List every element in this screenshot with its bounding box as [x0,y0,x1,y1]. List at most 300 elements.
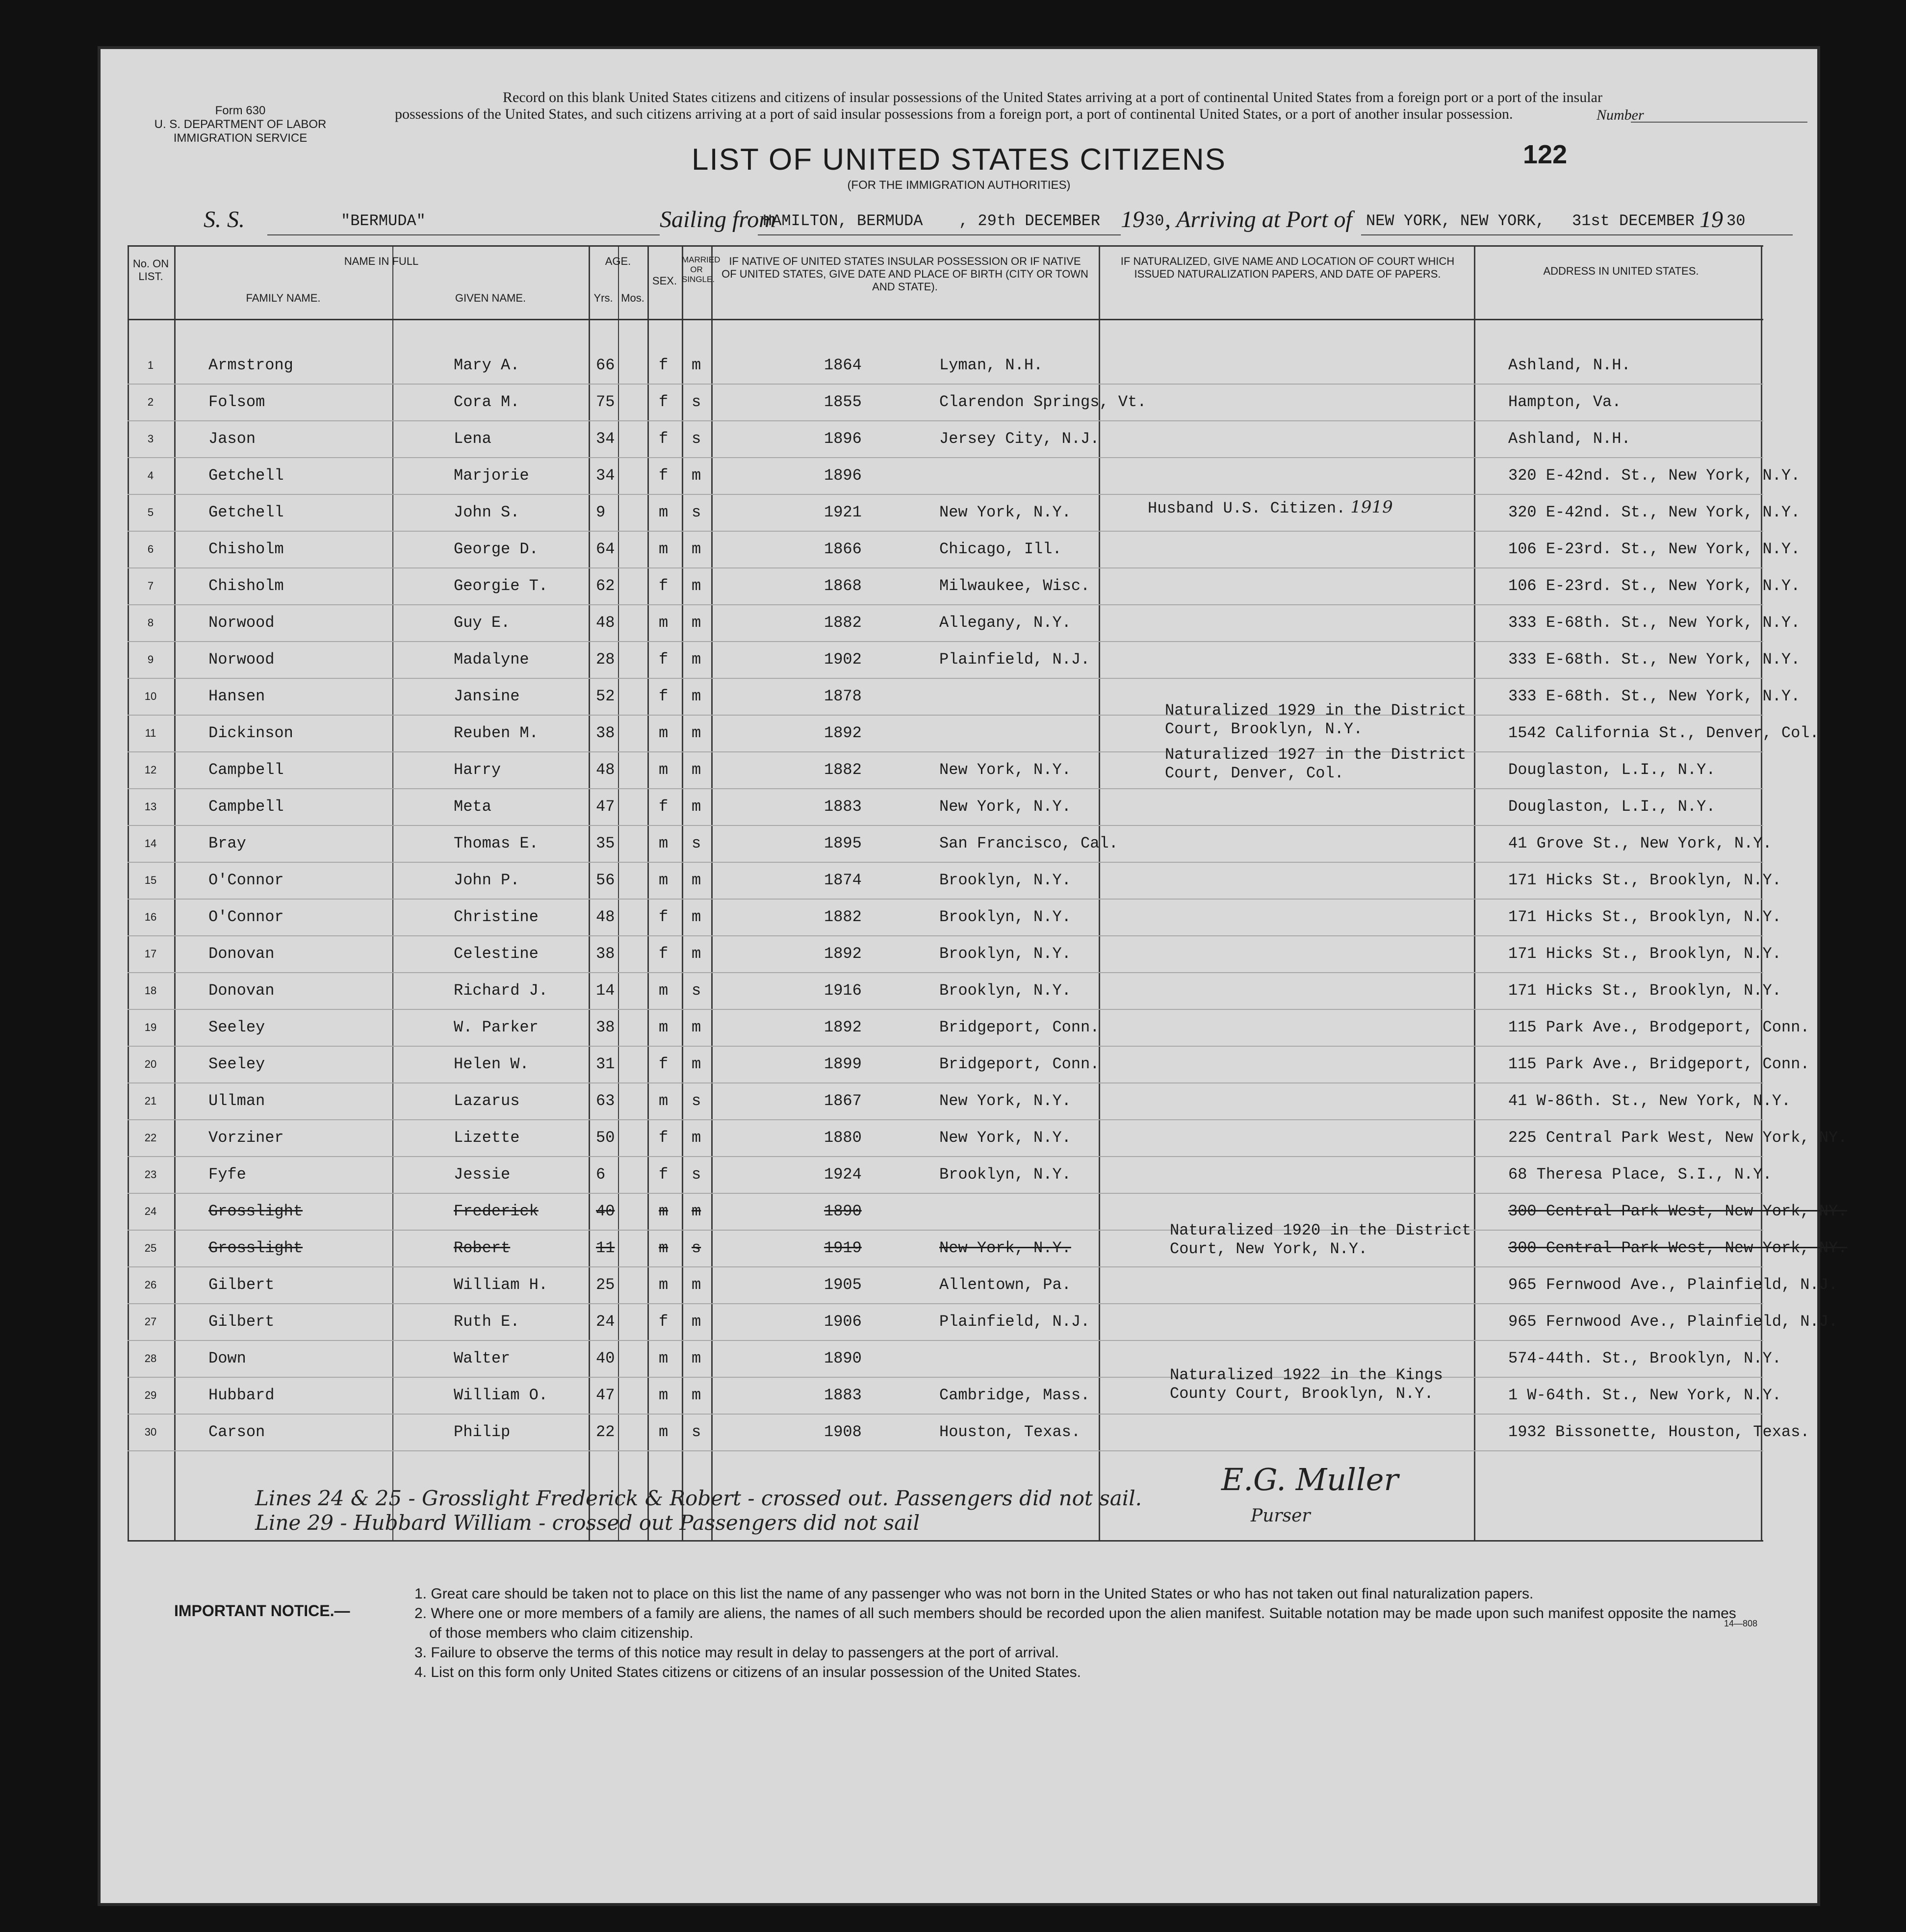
cell-age: 62 [596,577,615,595]
cell-family: Ullman [208,1092,265,1110]
cell-given: Lena [454,430,491,448]
sailing-underline [758,234,1121,235]
nat-note-10: Naturalized 1929 in the District Court, Brooklyn, N.Y. [1165,701,1467,738]
cell-address: 574-44th. St., Brooklyn, N.Y. [1508,1349,1781,1367]
arrival-date: 31st DECEMBER [1572,212,1695,230]
cell-family: Down [208,1349,246,1367]
cell-family: Bray [208,834,246,852]
cell-family: Dickinson [208,724,293,742]
cell-address: 320 E-42nd. St., New York, N.Y. [1508,503,1801,521]
cell-no: 5 [147,506,154,518]
cell-address: 41 Grove St., New York, N.Y. [1508,834,1772,852]
table-row [128,863,1781,900]
cell-no: 18 [144,984,157,997]
cell-sex: m [659,1239,669,1257]
cell-family: Fyfe [208,1165,246,1184]
cell-family: Campbell [208,798,284,816]
cell-ms: m [692,724,701,742]
cell-sex: m [659,1386,669,1404]
cell-ms: m [692,798,701,816]
cell-family: Donovan [208,945,275,963]
cell-sex: m [659,761,669,779]
cell-age: 14 [596,981,615,1000]
cell-no: 15 [144,874,157,886]
cell-ms: m [692,1386,701,1404]
table-row [128,1084,1791,1121]
cell-sex: m [659,540,669,558]
cell-place: Chicago, Ill. [939,540,1062,558]
cell-sex: f [659,356,669,374]
cell-given: Georgie T. [454,577,548,595]
cell-sex: f [659,393,669,411]
cell-year: 1855 [824,393,862,411]
cell-no: 7 [147,580,154,592]
voyage-line [125,206,1803,245]
cell-place: Bridgeport, Conn. [939,1055,1100,1073]
table-row [128,1305,1838,1341]
cell-address: Hampton, Va. [1508,393,1622,411]
cell-sex: m [659,1349,669,1367]
cell-address: 115 Park Ave., Bridgeport, Conn. [1508,1055,1810,1073]
cell-age: 9 [596,503,606,521]
cell-family: Campbell [208,761,284,779]
cell-sex: m [659,1423,669,1441]
header-mos: Mos. [621,292,644,304]
cell-year: 1867 [824,1092,862,1110]
cell-no: 27 [144,1315,157,1328]
notice-item: 2. Where one or more members of a family are aliens, the names of all such members should be recorded upon the alien manifest. Suitable notation may be made upon such manifest opposite the names of those members who claim citizenship. [414,1605,1736,1641]
cell-year: 1919 [824,1239,862,1257]
cell-age: 64 [596,540,615,558]
cell-address: 965 Fernwood Ave., Plainfield, N.J. [1508,1276,1838,1294]
cell-sex: f [659,1165,669,1184]
cell-address: 1932 Bissonette, Houston, Texas. [1508,1423,1810,1441]
cell-sex: f [659,1055,669,1073]
cell-no: 2 [147,396,154,408]
cell-no: 16 [144,911,157,923]
cell-no: 4 [147,469,154,482]
cell-place: Allentown, Pa. [939,1276,1071,1294]
cell-ms: s [692,1239,701,1257]
cell-age: 47 [596,798,615,816]
header-naturalized: IF NATURALIZED, GIVE NAME AND LOCATION OF COURT WHICH ISSUED NATURALIZATION PAPERS, AND DATE OF PAPERS. [1120,255,1455,280]
notice-items [414,1584,1739,1682]
ss-label: S. S. [204,206,245,232]
cell-age: 28 [596,650,615,669]
cell-ms: s [692,834,701,852]
cell-year: 1890 [824,1202,862,1220]
handwritten-note-2: Line 29 - Hubbard William - crossed out Passengers did not sail [255,1511,920,1535]
cell-no: 6 [147,543,154,555]
notice-item: 1. Great care should be taken not to place on this list the name of any passenger who was not born in the United States or who has not taken out final naturalization papers. [414,1586,1534,1602]
cell-year: 1878 [824,687,862,705]
cell-given: Harry [454,761,501,779]
cell-no: 9 [147,653,154,666]
cell-sex: f [659,430,669,448]
cell-sex: m [659,871,669,889]
cell-age: 34 [596,466,615,485]
service-name: IMMIGRATION SERVICE [173,131,308,145]
cell-family: Seeley [208,1018,265,1036]
cell-no: 22 [144,1132,157,1144]
row-rule [128,1119,1763,1120]
cell-place: Cambridge, Mass. [939,1386,1090,1404]
nat-note-24: Naturalized 1920 in the District Court, New York, N.Y. [1170,1221,1471,1258]
cell-given: William O. [454,1386,548,1404]
cell-ms: m [692,1055,701,1073]
print-code: 14—808 [1724,1619,1758,1628]
cell-place: New York, N.Y. [939,503,1071,521]
cell-year: 1892 [824,945,862,963]
table-bottom-line [128,1540,1763,1542]
cell-ms: m [692,761,701,779]
table-top-line [128,245,1763,247]
table-row [128,422,1763,459]
cell-given: Frederick [454,1202,539,1220]
table-row [128,459,1801,495]
cell-ms: s [692,1092,701,1110]
row-rule [128,751,1763,752]
cell-address: 68 Theresa Place, S.I., N.Y. [1508,1165,1772,1184]
table-row [128,1231,1848,1268]
cell-place: San Francisco, Cal. [939,834,1118,852]
header-family: FAMILY NAME. [246,292,321,304]
ship-underline [267,234,660,235]
table-row [128,1194,1848,1231]
cell-address: Ashland, N.H. [1508,430,1631,448]
cell-family: Norwood [208,650,275,669]
cell-sex: f [659,577,669,595]
cell-ms: s [692,503,701,521]
nat-note-28: Naturalized 1922 in the Kings County Court, Brooklyn, N.Y. [1170,1366,1443,1403]
row-rule [128,1414,1763,1415]
cell-family: Grosslight [208,1239,303,1257]
row-rule [128,1193,1763,1194]
header-given: GIVEN NAME. [455,292,526,304]
cell-place: Brooklyn, N.Y. [939,1165,1071,1184]
header-bottom-line [128,319,1763,320]
cell-year: 1880 [824,1129,862,1147]
cell-year: 1896 [824,466,862,485]
cell-family: Getchell [208,503,284,521]
cell-given: Lazarus [454,1092,520,1110]
cell-family: Carson [208,1423,265,1441]
header-address: ADDRESS IN UNITED STATES. [1543,265,1699,277]
cell-no: 10 [144,690,157,702]
cell-age: 38 [596,724,615,742]
row-rule [128,1266,1763,1267]
cell-age: 48 [596,614,615,632]
table-row [128,532,1801,569]
row-rule [128,715,1763,716]
cell-ms: m [692,650,701,669]
cell-year: 1868 [824,577,862,595]
table-row [128,790,1763,826]
cell-place: Houston, Texas. [939,1423,1081,1441]
cell-family: Seeley [208,1055,265,1073]
ship-name: "BERMUDA" [341,212,426,230]
cell-no: 20 [144,1058,157,1070]
table-row [128,348,1763,385]
row-rule [128,825,1763,826]
year-suffix-1: 30 [1145,212,1164,230]
nat-note-11: Naturalized 1927 in the District Court, Denver, Col. [1165,746,1467,782]
cell-no: 26 [144,1279,157,1291]
department-name: U. S. DEPARTMENT OF LABOR [154,118,327,131]
row-rule [128,1156,1763,1157]
cell-no: 19 [144,1021,157,1033]
cell-ms: m [692,577,701,595]
cell-address: 171 Hicks St., Brooklyn, N.Y. [1508,981,1781,1000]
cell-sex: f [659,1129,669,1147]
header-name: NAME IN FULL [344,255,419,267]
page-subtitle: (FOR THE IMMIGRATION AUTHORITIES) [847,179,1071,192]
cell-ms: s [692,430,701,448]
handwritten-note-1: Lines 24 & 25 - Grosslight Frederick & Robert - crossed out. Passengers did not sail. [255,1486,1142,1510]
cell-age: 48 [596,761,615,779]
arrival-underline [1361,234,1793,235]
cell-sex: f [659,650,669,669]
cell-given: Lizette [454,1129,520,1147]
cell-age: 22 [596,1423,615,1441]
cell-address: 106 E-23rd. St., New York, N.Y. [1508,540,1801,558]
cell-family: Chisholm [208,540,284,558]
purser-signature: E.G. Muller [1221,1462,1399,1497]
table-row [128,1121,1848,1158]
cell-no: 3 [147,433,154,445]
cell-given: George D. [454,540,539,558]
departure-port: HAMILTON, BERMUDA [763,212,923,230]
cell-year: 1882 [824,908,862,926]
table-row [128,495,1801,532]
row-rule [128,604,1763,605]
cell-no: 8 [147,617,154,629]
cell-ms: m [692,614,701,632]
cell-no: 24 [144,1205,157,1217]
cell-place: New York, N.Y. [939,1092,1071,1110]
cell-ms: m [692,540,701,558]
form-number: Form 630 [215,104,266,117]
cell-age: 40 [596,1349,615,1367]
cell-address: 333 E-68th. St., New York, N.Y. [1508,650,1801,669]
cell-year: 1916 [824,981,862,1000]
cell-place: New York, N.Y. [939,1239,1071,1257]
cell-sex: f [659,466,669,485]
cell-given: Jessie [454,1165,511,1184]
cell-ms: m [692,1276,701,1294]
row-rule [128,788,1763,789]
cell-given: Walter [454,1349,511,1367]
cell-sex: m [659,1018,669,1036]
cell-no: 25 [144,1242,157,1254]
cell-no: 23 [144,1168,157,1181]
purser-label: Purser [1251,1506,1311,1526]
cell-place: New York, N.Y. [939,798,1071,816]
cell-age: 31 [596,1055,615,1073]
cell-address: 171 Hicks St., Brooklyn, N.Y. [1508,945,1781,963]
cell-family: Armstrong [208,356,293,374]
cell-family: Getchell [208,466,284,485]
cell-ms: m [692,466,701,485]
cell-ms: m [692,908,701,926]
cell-ms: m [692,1018,701,1036]
cell-age: 35 [596,834,615,852]
table-row [128,569,1801,606]
header-married: MARRIED OR SINGLE. [682,255,721,284]
cell-sex: f [659,1313,669,1331]
cell-age: 25 [596,1276,615,1294]
cell-given: William H. [454,1276,548,1294]
table-row [128,826,1772,863]
cell-ms: m [692,1313,701,1331]
cell-given: Ruth E. [454,1313,520,1331]
record-instructions: Record on this blank United States citizens and citizens of insular possessions of the United States arriving at a port of continental United States from a foreign port or a port of the insular possessions of the United States, and such citizens arriving at a port of said insular possessions from a foreign port, a port of continental United States, or a port of another insular possession. [395,89,1602,122]
cell-year: 1864 [824,356,862,374]
cell-sex: f [659,908,669,926]
cell-address: 225 Central Park West, New York, NY. [1508,1129,1848,1147]
cell-given: Robert [454,1239,511,1257]
cell-family: Chisholm [208,577,284,595]
cell-sex: m [659,724,669,742]
cell-year: 1902 [824,650,862,669]
form-block [135,104,346,145]
cell-family: Vorziner [208,1129,284,1147]
row-rule [128,384,1763,385]
cell-ms: s [692,393,701,411]
cell-address: 1542 California St., Denver, Col. [1508,724,1819,742]
cell-family: Norwood [208,614,275,632]
cell-no: 12 [144,764,157,776]
cell-sex: m [659,1276,669,1294]
table-row [128,679,1801,716]
cell-family: Gilbert [208,1313,275,1331]
number-label: Number [1597,107,1644,123]
cell-no: 21 [144,1095,157,1107]
cell-year: 1924 [824,1165,862,1184]
table-row [128,937,1781,974]
cell-ms: m [692,1129,701,1147]
row-rule [128,899,1763,900]
cell-age: 6 [596,1165,606,1184]
row-rule [128,494,1763,495]
cell-family: Donovan [208,981,275,1000]
arriving-label: , Arriving at Port of [1165,206,1352,232]
cell-no: 30 [144,1426,157,1438]
cell-address: 115 Park Ave., Brodgeport, Conn. [1508,1018,1810,1036]
cell-place: Brooklyn, N.Y. [939,945,1071,963]
cell-sex: f [659,945,669,963]
cell-address: 106 E-23rd. St., New York, N.Y. [1508,577,1801,595]
cell-no: 28 [144,1352,157,1365]
cell-year: 1892 [824,724,862,742]
cell-no: 17 [144,948,157,960]
cell-year: 1883 [824,1386,862,1404]
table-row [128,385,1763,422]
cell-ms: m [692,1349,701,1367]
cell-given: W. Parker [454,1018,539,1036]
row-rule [128,1340,1763,1341]
cell-age: 38 [596,1018,615,1036]
cell-year: 1895 [824,834,862,852]
cell-place: Bridgeport, Conn. [939,1018,1100,1036]
cell-year: 1921 [824,503,862,521]
cell-family: Grosslight [208,1202,303,1220]
year-prefix-1: 19 [1121,206,1144,232]
cell-given: Richard J. [454,981,548,1000]
header-sex: SEX. [652,275,677,287]
passenger-table [128,245,1848,1540]
cell-ms: m [692,1202,701,1220]
cell-given: Madalyne [454,650,529,669]
cell-address: Ashland, N.H. [1508,356,1631,374]
row-rule [128,1377,1763,1378]
cell-year: 1896 [824,430,862,448]
cell-given: Celestine [454,945,539,963]
cell-address: 41 W-86th. St., New York, N.Y. [1508,1092,1791,1110]
cell-year: 1908 [824,1423,862,1441]
cell-place: Brooklyn, N.Y. [939,908,1071,926]
table-row [128,1010,1810,1047]
cell-address: 320 E-42nd. St., New York, N.Y. [1508,466,1801,485]
row-rule [128,457,1763,458]
cell-address: 333 E-68th. St., New York, N.Y. [1508,687,1801,705]
table-row [128,1415,1810,1452]
cell-age: 63 [596,1092,615,1110]
cell-year: 1899 [824,1055,862,1073]
cell-place: Brooklyn, N.Y. [939,871,1071,889]
cell-given: Helen W. [454,1055,529,1073]
table-row [128,1158,1772,1194]
departure-date: , 29th DECEMBER [959,212,1101,230]
table-row [128,753,1763,790]
row-rule [128,420,1763,421]
nat-text-4: Husband U.S. Citizen. [1148,499,1346,517]
header-yrs: Yrs. [593,292,613,304]
cell-year: 1882 [824,761,862,779]
cell-ms: s [692,981,701,1000]
cell-family: Hubbard [208,1386,275,1404]
cell-sex: f [659,798,669,816]
cell-address: 300 Central Park West, New York, NY. [1508,1239,1848,1257]
header-birth: IF NATIVE OF UNITED STATES INSULAR POSSESSION OR IF NATIVE OF UNITED STATES, GIVE DATE AND PLACE OF BIRTH (CITY OR TOWN AND STATE). [721,255,1088,293]
cell-age: 11 [596,1239,615,1257]
cell-no: 11 [145,727,156,739]
cell-year: 1890 [824,1349,862,1367]
cell-address: Douglaston, L.I., N.Y. [1508,761,1716,779]
cell-age: 56 [596,871,615,889]
cell-place: Jersey City, N.J. [939,430,1100,448]
list-number: 122 [1523,140,1568,169]
table-row [128,1341,1781,1378]
cell-given: Guy E. [454,614,511,632]
cell-sex: m [659,834,669,852]
cell-age: 38 [596,945,615,963]
header-age: AGE. [605,255,631,267]
row-rule [128,1046,1763,1047]
cell-no: 13 [144,800,157,813]
cell-place: Brooklyn, N.Y. [939,981,1071,1000]
cell-given: Meta [454,798,491,816]
row-rule [128,935,1763,936]
cell-family: Hansen [208,687,265,705]
cell-age: 50 [596,1129,615,1147]
nat-year-4: 1919 [1350,497,1393,517]
notice-label: IMPORTANT NOTICE.— [174,1602,350,1620]
row-rule [128,678,1763,679]
cell-address: Douglaston, L.I., N.Y. [1508,798,1716,816]
cell-given: John P. [454,871,520,889]
cell-place: Allegany, N.Y. [939,614,1071,632]
